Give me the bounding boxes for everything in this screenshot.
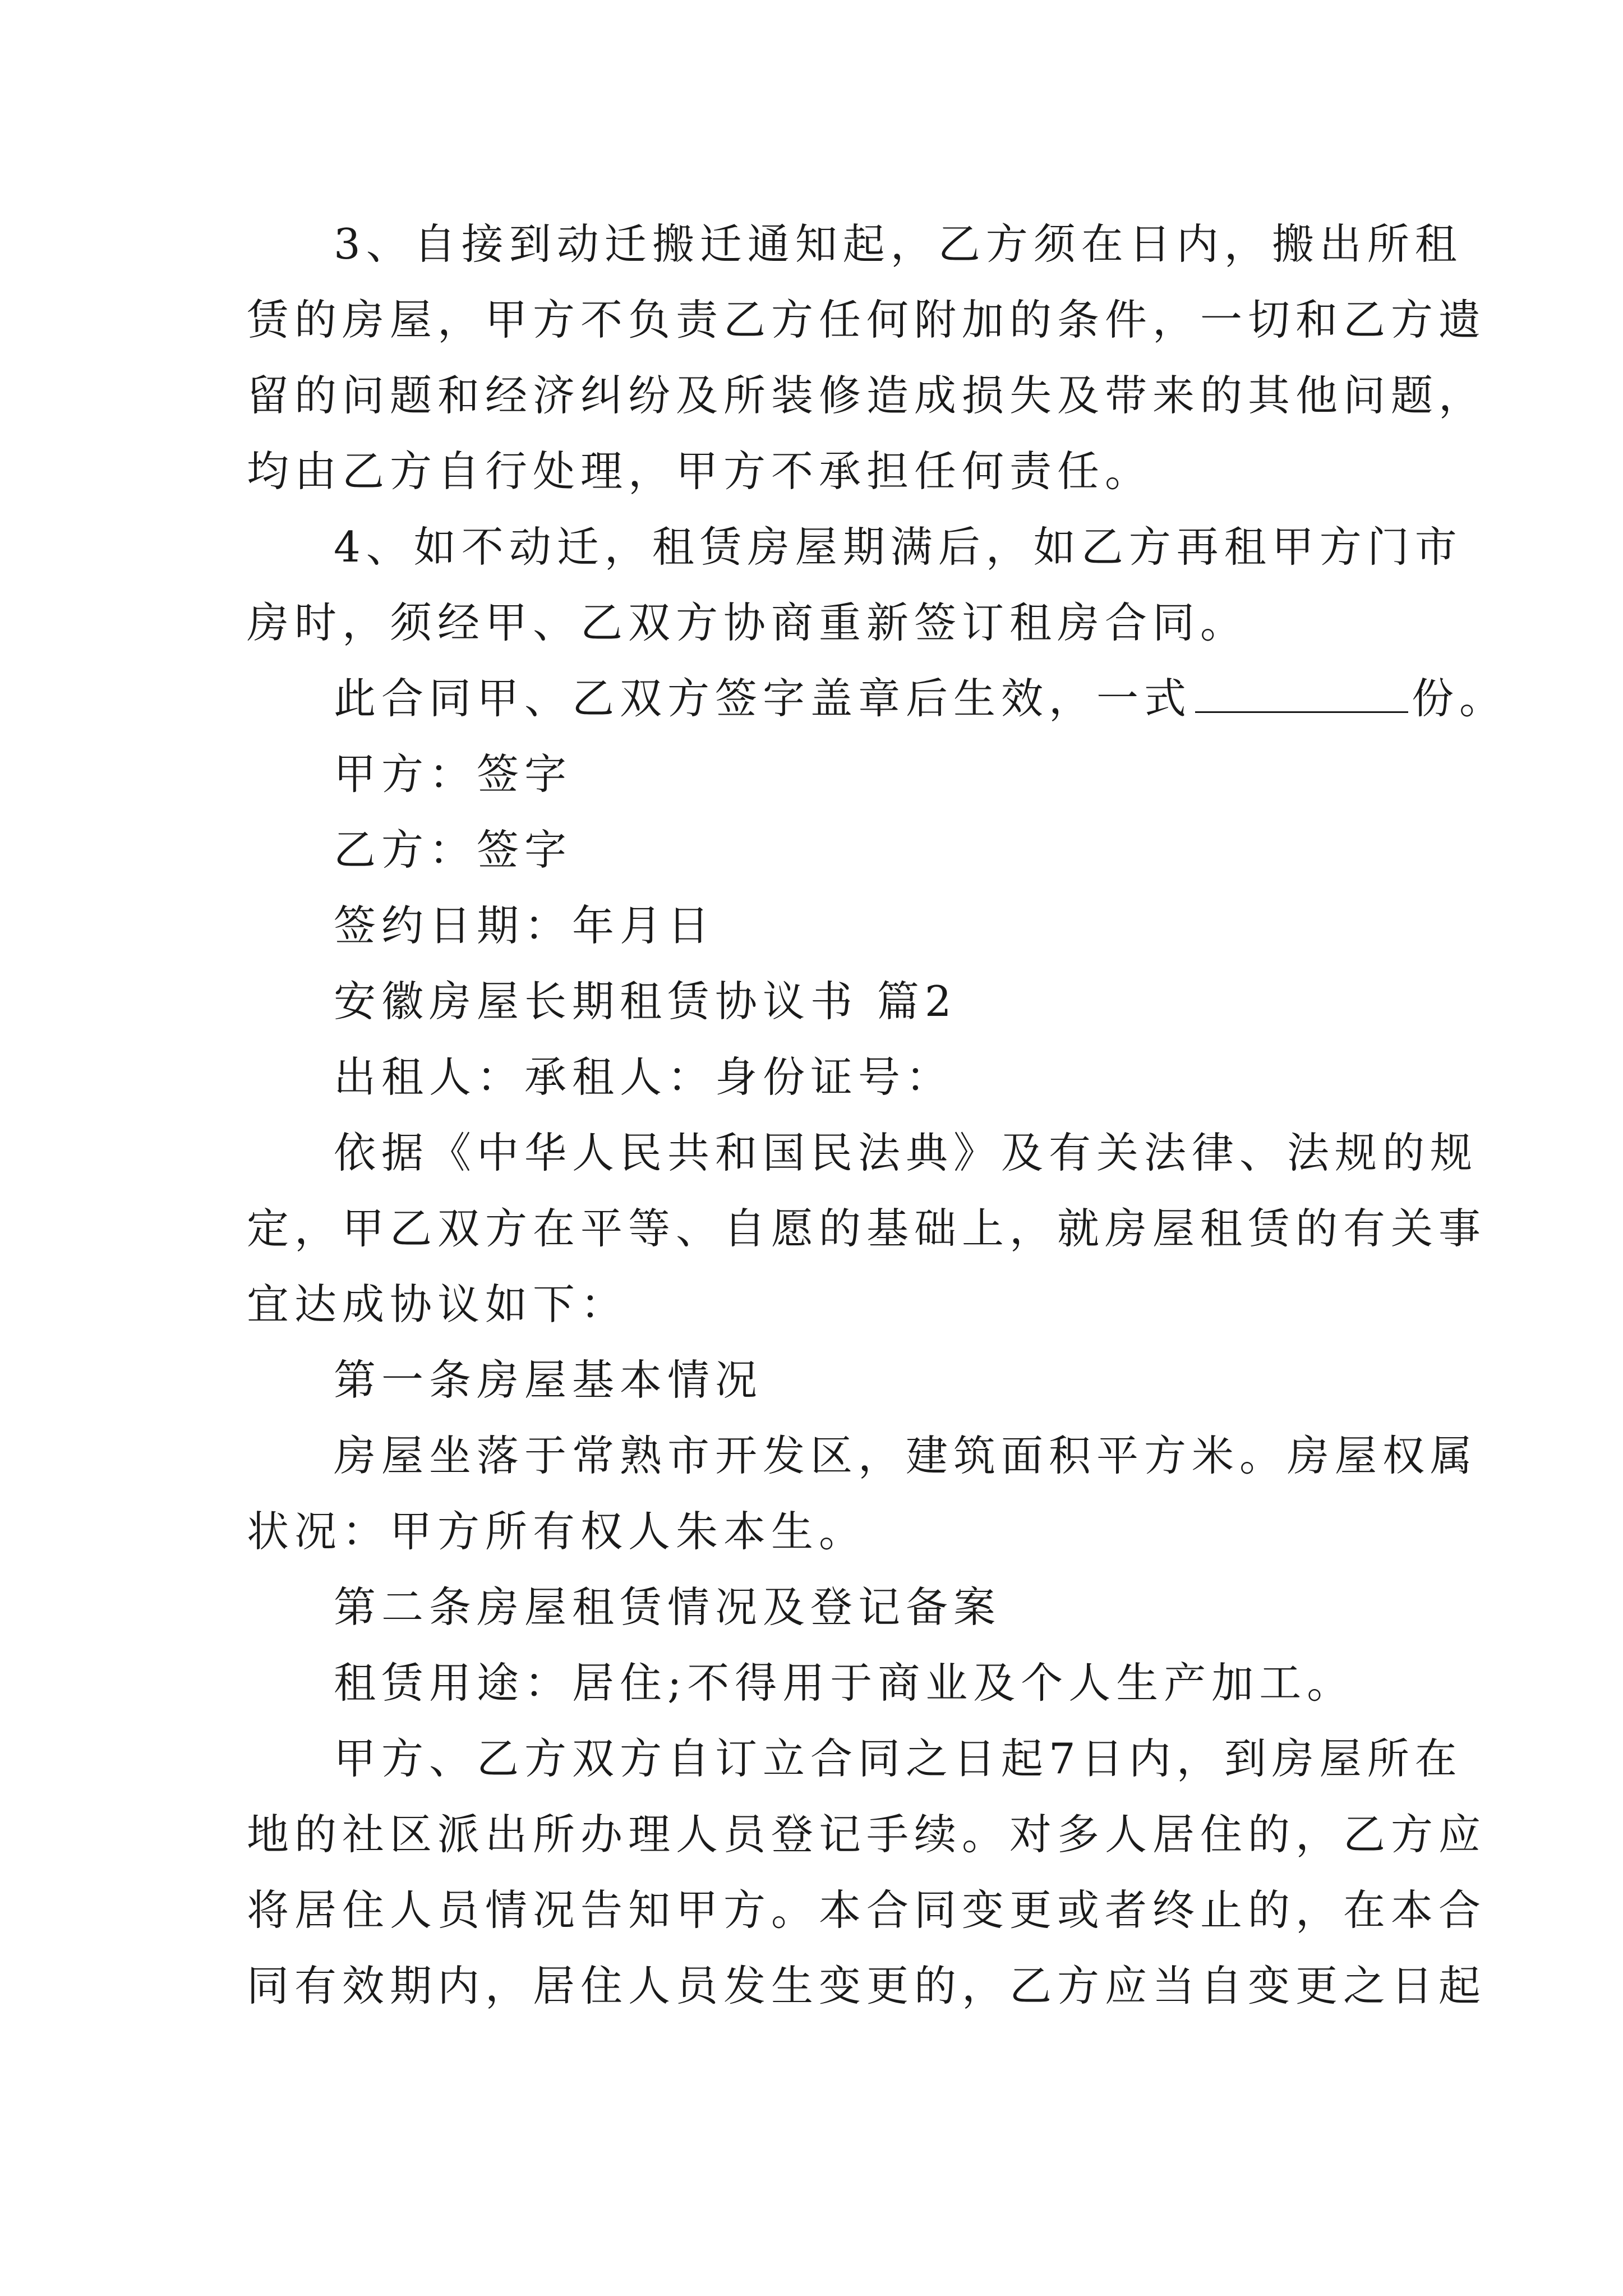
- clause-4-line-2: 房时，须经甲、乙双方协商重新签订租房合同。: [247, 598, 1248, 647]
- parties-line: 出租人：承租人：身份证号：: [334, 1052, 954, 1102]
- preamble-line-2: 定，甲乙双方在平等、自愿的基础上，就房屋租赁的有关事: [247, 1204, 1487, 1253]
- article-2-use: 租赁用途：居住;不得用于商业及个人生产加工。: [334, 1658, 1355, 1708]
- article-2-line-4: 同有效期内，居住人员发生变更的，乙方应当自变更之日起: [247, 1961, 1487, 2010]
- clause-3-line-3: 留的问题和经济纠纷及所装修造成损失及带来的其他问题，: [247, 371, 1487, 420]
- article-1-line-1: 房屋坐落于常熟市开发区，建筑面积平方米。房屋权属: [334, 1431, 1478, 1480]
- article-1-line-2: 状况：甲方所有权人朱本生。: [247, 1507, 867, 1556]
- section-title: 安徽房屋长期租赁协议书 篇2: [334, 977, 957, 1026]
- copies-blank: [1195, 678, 1408, 713]
- clause-4-line-1: 4、如不动迁，租赁房屋期满后，如乙方再租甲方门市: [334, 522, 1463, 572]
- clause-3-line-1: 3、自接到动迁搬迁通知起，乙方须在日内，搬出所租: [334, 219, 1463, 269]
- sign-date: 签约日期：年月日: [334, 901, 716, 950]
- article-2-line-2: 地的社区派出所办理人员登记手续。对多人居住的，乙方应: [247, 1810, 1487, 1859]
- clause-3-line-2: 赁的房屋，甲方不负责乙方任何附加的条件，一切和乙方遗: [247, 295, 1487, 344]
- article-2-line-3: 将居住人员情况告知甲方。本合同变更或者终止的，在本合: [247, 1885, 1487, 1935]
- article-1-title: 第一条房屋基本情况: [334, 1355, 763, 1405]
- effective-clause: [334, 670, 1507, 726]
- article-2-title: 第二条房屋租赁情况及登记备案: [334, 1582, 1002, 1632]
- party-b-signature: 乙方：签字: [334, 825, 573, 875]
- effective-text-before: 此合同甲、乙双方签字盖章后生效，一式: [334, 674, 1192, 723]
- preamble-line-1: 依据《中华人民共和国民法典》及有关法律、法规的规: [334, 1128, 1478, 1177]
- article-2-line-1: 甲方、乙方双方自订立合同之日起7日内，到房屋所在: [334, 1734, 1463, 1783]
- party-a-signature: 甲方：签字: [334, 749, 573, 799]
- effective-text-after: 份。: [1412, 674, 1507, 723]
- clause-3-line-4: 均由乙方自行处理，甲方不承担任何责任。: [247, 447, 1153, 496]
- preamble-line-3: 宜达成协议如下：: [247, 1280, 629, 1329]
